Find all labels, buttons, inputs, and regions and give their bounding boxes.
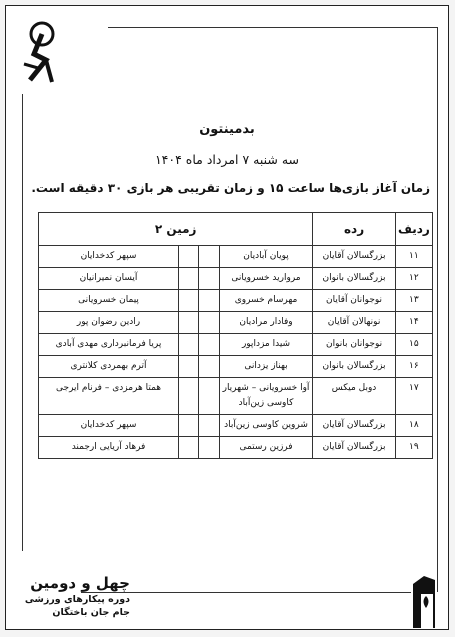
- table-row: [39, 334, 433, 356]
- event-brand: [20, 574, 130, 618]
- brand-line-3: جام جان باختگان: [52, 607, 130, 618]
- row-category: نونهالان آقایان: [313, 312, 395, 334]
- brand-line-1: چهل و دومین: [30, 574, 130, 592]
- player-1: پویان آبادیان: [219, 246, 313, 268]
- bottom-decorative-line: [81, 592, 411, 593]
- row-number: ۱۲: [395, 268, 432, 290]
- row-category: نوجوانان بانوان: [313, 334, 395, 356]
- score-cell: [199, 378, 219, 415]
- table-row: [39, 378, 433, 415]
- brand-line-2: دوره پیکارهای ورزشی: [24, 594, 130, 605]
- player-2: همتا هرمزدی – فرنام ایرجی: [39, 378, 179, 415]
- row-number: ۱۸: [395, 415, 432, 437]
- score-cell: [179, 415, 199, 437]
- table-row: [39, 437, 433, 459]
- table-row: [39, 415, 433, 437]
- document-page: [5, 5, 449, 630]
- score-cell: [199, 246, 219, 268]
- emblem-logo-icon: [20, 20, 60, 86]
- player-2: آیسان نمیرانیان: [39, 268, 179, 290]
- player-1: آوا خسرویانی – شهریار کاوسی زین‌آباد: [219, 378, 313, 415]
- player-2: آترم بهمردی کلانتری: [39, 356, 179, 378]
- score-cell: [179, 437, 199, 459]
- table-row: [39, 312, 433, 334]
- table-row: [39, 268, 433, 290]
- player-1: فرزین رستمی: [219, 437, 313, 459]
- score-cell: [179, 312, 199, 334]
- row-category: نوجوانان آقایان: [313, 290, 395, 312]
- row-number: ۱۹: [395, 437, 432, 459]
- score-cell: [179, 246, 199, 268]
- row-number: ۱۵: [395, 334, 432, 356]
- row-number: ۱۴: [395, 312, 432, 334]
- score-cell: [179, 334, 199, 356]
- player-1: مروارید خسرویانی: [219, 268, 313, 290]
- player-2: سپهر کدخدایان: [39, 415, 179, 437]
- row-category: بزرگسالان آقایان: [313, 415, 395, 437]
- table-row: [39, 246, 433, 268]
- score-cell: [199, 356, 219, 378]
- score-cell: [199, 437, 219, 459]
- score-cell: [179, 356, 199, 378]
- schedule-body: [39, 246, 433, 459]
- row-category: بزرگسالان آقایان: [313, 246, 395, 268]
- header-category: رده: [313, 213, 395, 246]
- row-category: دوبل میکس: [313, 378, 395, 415]
- right-decorative-line: [437, 27, 438, 592]
- table-row: [39, 356, 433, 378]
- player-1: بهناز یزدانی: [219, 356, 313, 378]
- score-cell: [199, 415, 219, 437]
- row-number: ۱۱: [395, 246, 432, 268]
- table-header-row: [39, 213, 433, 246]
- torch-logo-icon: [410, 574, 438, 630]
- row-number: ۱۳: [395, 290, 432, 312]
- schedule-note: زمان آغاز بازی‌ها ساعت ۱۵ و زمان تقریبی هر بازی ۳۰ دقیقه است.: [31, 181, 430, 195]
- event-date: سه شنبه ۷ امرداد ماه ۱۴۰۴: [154, 152, 300, 167]
- row-number: ۱۶: [395, 356, 432, 378]
- player-1: وفادار مرادیان: [219, 312, 313, 334]
- score-cell: [199, 312, 219, 334]
- page-title: بدمینتون: [199, 122, 255, 137]
- score-cell: [179, 290, 199, 312]
- top-decorative-line: [108, 27, 438, 28]
- player-2: پیمان خسرویانی: [39, 290, 179, 312]
- player-1: شیدا مزداپور: [219, 334, 313, 356]
- row-category: بزرگسالان آقایان: [313, 437, 395, 459]
- score-cell: [199, 290, 219, 312]
- player-2: فرهاد آریایی ارجمند: [39, 437, 179, 459]
- score-cell: [179, 378, 199, 415]
- table-row: [39, 290, 433, 312]
- player-1: شروین کاوسی زین‌آباد: [219, 415, 313, 437]
- player-2: پریا فرمانبرداری مهدی آبادی: [39, 334, 179, 356]
- row-number: ۱۷: [395, 378, 432, 415]
- player-2: رادین رضوان پور: [39, 312, 179, 334]
- score-cell: [179, 268, 199, 290]
- header-court: زمین ۲: [39, 213, 313, 246]
- player-1: مهرسام خسروی: [219, 290, 313, 312]
- score-cell: [199, 334, 219, 356]
- row-category: بزرگسالان بانوان: [313, 268, 395, 290]
- score-cell: [199, 268, 219, 290]
- header-row-number: ردیف: [395, 213, 432, 246]
- row-category: بزرگسالان بانوان: [313, 356, 395, 378]
- player-2: سپهر کدخدایان: [39, 246, 179, 268]
- schedule-table: [38, 212, 433, 459]
